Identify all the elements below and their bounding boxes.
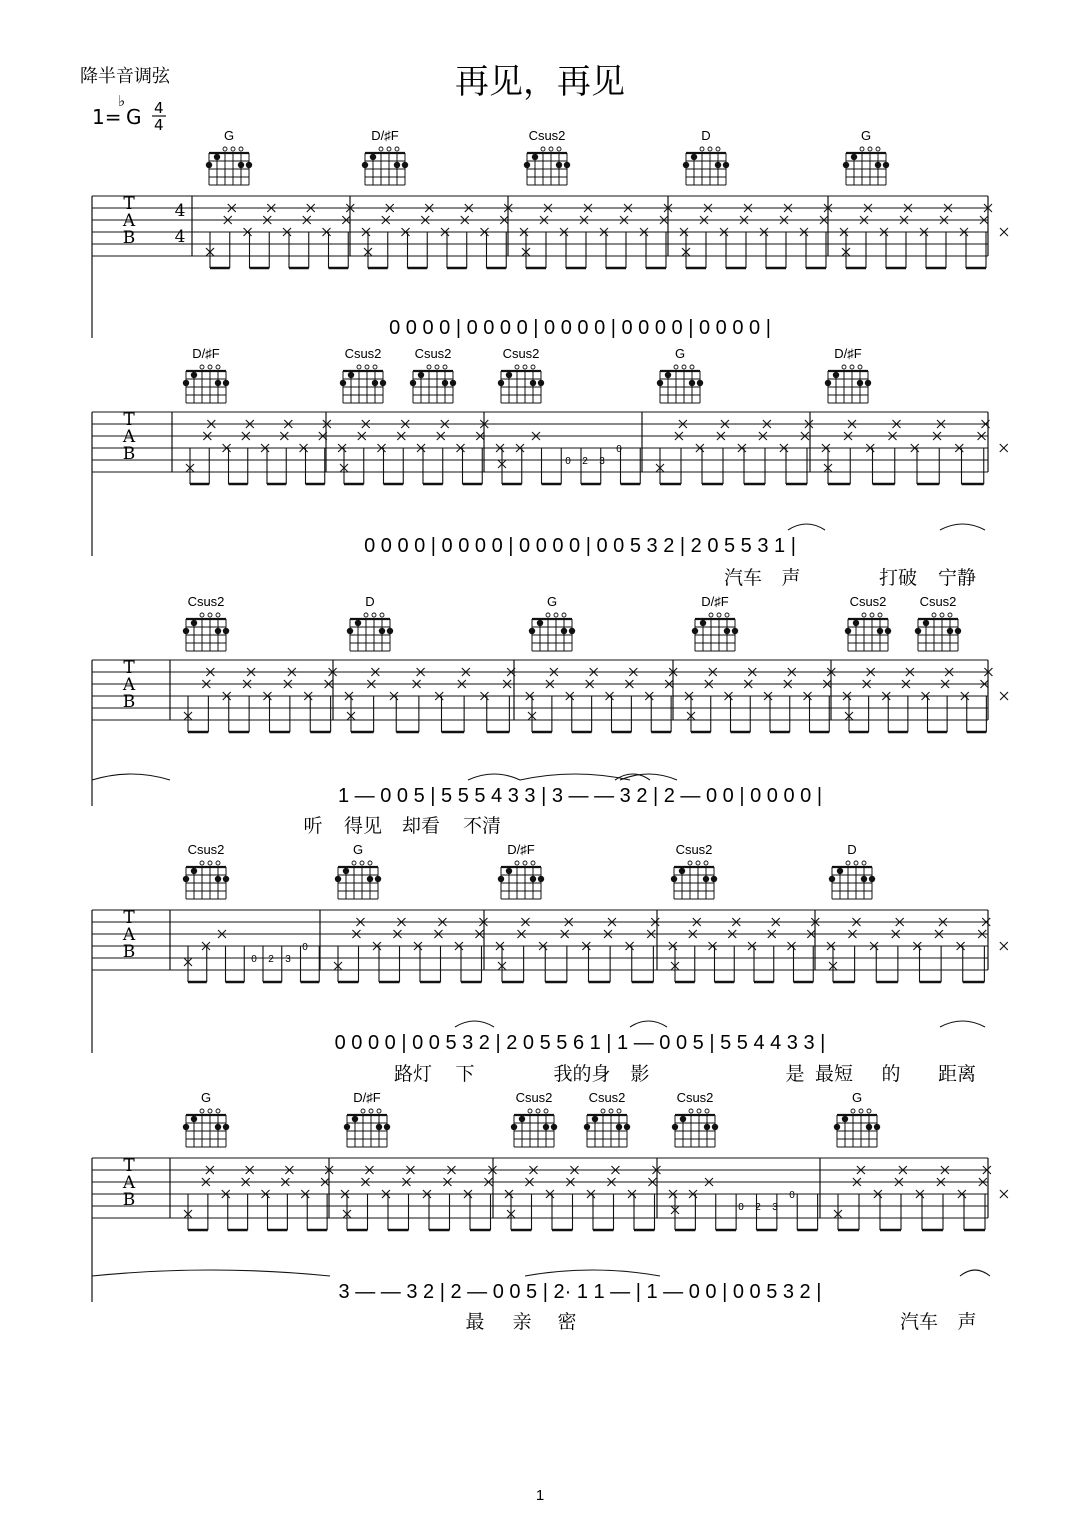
tab-letter: T [123, 908, 135, 928]
chord-diagram-0 [183, 594, 229, 651]
lyric: 距离 [937, 1063, 977, 1085]
lyric: 不清 [462, 815, 502, 837]
tab-letter: A [122, 427, 136, 447]
chord-diagram-2 [529, 594, 575, 651]
strum-measure [507, 1166, 677, 1230]
tab-time-signature: 4 [174, 227, 186, 247]
fret-number: 0 [616, 444, 622, 455]
tab-letter: B [122, 444, 136, 464]
fret-number: 0 [565, 456, 571, 467]
strum-measure [528, 668, 693, 732]
strum-measure [682, 204, 848, 268]
chord-diagram-2 [524, 128, 570, 185]
lyric: 的 [881, 1063, 901, 1085]
strum-measure [834, 1166, 1008, 1230]
system-5 [92, 1156, 1008, 1333]
chord-diagram-0 [206, 128, 252, 185]
chord-name: G [352, 842, 364, 857]
chord-name: Csus2 [676, 1090, 714, 1105]
chord-diagram-5 [834, 1090, 880, 1147]
fret-number: 0 [251, 954, 257, 965]
chord-name: D [847, 842, 857, 857]
chord-diagram-3 [692, 594, 738, 651]
strum-measure [845, 668, 1008, 732]
chord-name: Csus2 [187, 842, 225, 857]
system-1 [92, 194, 1008, 339]
chord-diagram-2 [410, 346, 456, 403]
strum-measure [184, 1166, 349, 1230]
strum-measure [343, 1166, 513, 1230]
chord-diagram-0 [183, 842, 229, 899]
tab-letter: T [123, 194, 135, 214]
chord-diagram-4 [829, 842, 875, 899]
strum-measure [184, 668, 353, 732]
chord-diagram-5 [915, 594, 961, 651]
fret-number: 0 [302, 942, 308, 953]
chord-name: Csus2 [528, 128, 566, 143]
time-signature-top: 4 [154, 99, 164, 117]
fret-number: 2 [582, 456, 588, 467]
chord-diagram-0 [183, 1090, 229, 1147]
chord-diagram-5 [825, 346, 871, 403]
system-4 [92, 908, 1008, 1085]
chord-name: G [851, 1090, 863, 1105]
strum-measure [334, 918, 504, 982]
lyric: 最 [465, 1311, 485, 1333]
tab-letter: B [122, 942, 136, 962]
chord-diagram-1 [362, 128, 408, 185]
fret-number: 2 [755, 1202, 761, 1213]
tuning-note: 降半音调弦 [80, 66, 170, 87]
tab-letter: B [122, 1190, 136, 1210]
chord-name: G [200, 1090, 212, 1105]
numbered-notation: 1 — 0 0 5 | 5 5 5 4 3 3 | 3 — — 3 2 | 2 — 0 0 | 0 0 0 0 | [337, 785, 823, 807]
system-3 [92, 658, 1008, 837]
chord-name: Csus2 [414, 346, 452, 361]
tab-time-signature: 4 [174, 201, 186, 221]
chord-name: Csus2 [675, 842, 713, 857]
fret-number: 2 [268, 954, 274, 965]
strum-measure [347, 668, 534, 732]
chord-diagram-1 [335, 842, 381, 899]
tab-letter: B [122, 692, 136, 712]
key-flat: ♭ [118, 92, 126, 110]
lyric: 密 [557, 1311, 577, 1333]
lyric: 汽车 [899, 1311, 939, 1333]
chord-diagram-3 [584, 1090, 630, 1147]
chord-name: G [674, 346, 686, 361]
key-signature [92, 92, 166, 134]
strum-measure [206, 204, 370, 268]
chord-name: D/♯F [701, 594, 729, 609]
fret-number: 0 [738, 1202, 744, 1213]
strum-measure [671, 1178, 818, 1230]
chord-name: D/♯F [192, 346, 220, 361]
strum-measure [687, 668, 851, 732]
system-2 [92, 410, 1008, 589]
chord-name: D/♯F [371, 128, 399, 143]
strum-measure [656, 420, 830, 484]
chord-diagram-2 [498, 842, 544, 899]
lyric: 得见 [343, 815, 383, 837]
strum-measure [186, 420, 346, 484]
numbered-notation: 0 0 0 0 | 0 0 0 0 | 0 0 0 0 | 0 0 5 3 2 | 2 0 5 5 3 1 | [364, 535, 796, 557]
fret-number: 3 [599, 456, 605, 467]
lyric: 汽车 [723, 567, 763, 589]
tab-letter: B [122, 228, 136, 248]
chord-diagram-2 [511, 1090, 557, 1147]
tab-letter: A [122, 925, 136, 945]
strum-measure [340, 420, 504, 484]
strum-measure [498, 432, 640, 484]
lyric: 影 [630, 1063, 650, 1085]
key-prefix: 1= [92, 105, 122, 129]
lyric: 声 [781, 567, 801, 589]
lyric: 我的身 [553, 1063, 611, 1085]
strum-measure [829, 918, 1008, 982]
fret-number: 0 [789, 1190, 795, 1201]
chord-name: G [546, 594, 558, 609]
chord-diagram-3 [498, 346, 544, 403]
strum-measure [364, 204, 528, 268]
lyric: 宁静 [937, 567, 977, 589]
chord-name: Csus2 [502, 346, 540, 361]
key-note: G [126, 105, 142, 129]
chord-name: G [223, 128, 235, 143]
tab-letter: A [122, 675, 136, 695]
lyric: 下 [455, 1063, 475, 1085]
chord-name: D/♯F [353, 1090, 381, 1105]
numbered-notation: 0 0 0 0 | 0 0 0 0 | 0 0 0 0 | 0 0 0 0 | 0 0 0 0 | [389, 317, 771, 339]
strum-measure [522, 204, 688, 268]
strum-measure [184, 930, 319, 982]
chord-name: Csus2 [849, 594, 887, 609]
lyric: 是 [785, 1063, 805, 1085]
chord-name: Csus2 [344, 346, 382, 361]
chord-name: Csus2 [919, 594, 957, 609]
chord-name: Csus2 [187, 594, 225, 609]
lyric: 打破 [878, 567, 918, 589]
page-number: 1 [535, 1487, 545, 1504]
lyric: 最短 [814, 1063, 854, 1085]
chord-diagram-4 [843, 128, 889, 185]
chord-diagram-4 [657, 346, 703, 403]
chord-diagram-1 [340, 346, 386, 403]
fret-number: 3 [772, 1202, 778, 1213]
strum-measure [824, 420, 1008, 484]
strum-measure [842, 204, 1008, 268]
fret-number: 3 [285, 954, 291, 965]
chord-diagram-1 [344, 1090, 390, 1147]
tab-letter: T [123, 658, 135, 678]
chord-name: D/♯F [834, 346, 862, 361]
lyric: 路灯 [393, 1063, 433, 1085]
tab-letter: A [122, 1173, 136, 1193]
tab-letter: T [123, 1156, 135, 1176]
chord-diagram-0 [183, 346, 229, 403]
chord-name: D/♯F [507, 842, 535, 857]
numbered-notation: 3 — — 3 2 | 2 — 0 0 5 | 2· 1 1 — | 1 — 0 0 | 0 0 5 3 2 | [338, 1281, 822, 1303]
chord-diagram-1 [347, 594, 393, 651]
lyric: 亲 [512, 1311, 532, 1333]
song-title: 再见，再见 [455, 62, 625, 102]
strum-measure [498, 918, 677, 982]
chord-diagram-4 [845, 594, 891, 651]
chord-diagram-3 [671, 842, 717, 899]
lyric: 声 [957, 1311, 977, 1333]
lyric: 听 [303, 815, 323, 837]
time-signature-bottom: 4 [154, 116, 164, 134]
numbered-notation: 0 0 0 0 | 0 0 5 3 2 | 2 0 5 5 6 1 | 1 — 0 0 5 | 5 5 4 4 3 3 | [334, 1032, 826, 1054]
strum-measure [671, 918, 835, 982]
chord-name: D [365, 594, 375, 609]
chord-diagram-3 [683, 128, 729, 185]
tab-letter: T [123, 410, 135, 430]
chord-diagram-4 [672, 1090, 718, 1147]
chord-name: G [860, 128, 872, 143]
chord-name: Csus2 [515, 1090, 553, 1105]
chord-name: D [701, 128, 711, 143]
tab-letter: A [122, 211, 136, 231]
lyric: 却看 [401, 815, 441, 837]
chord-name: Csus2 [588, 1090, 626, 1105]
